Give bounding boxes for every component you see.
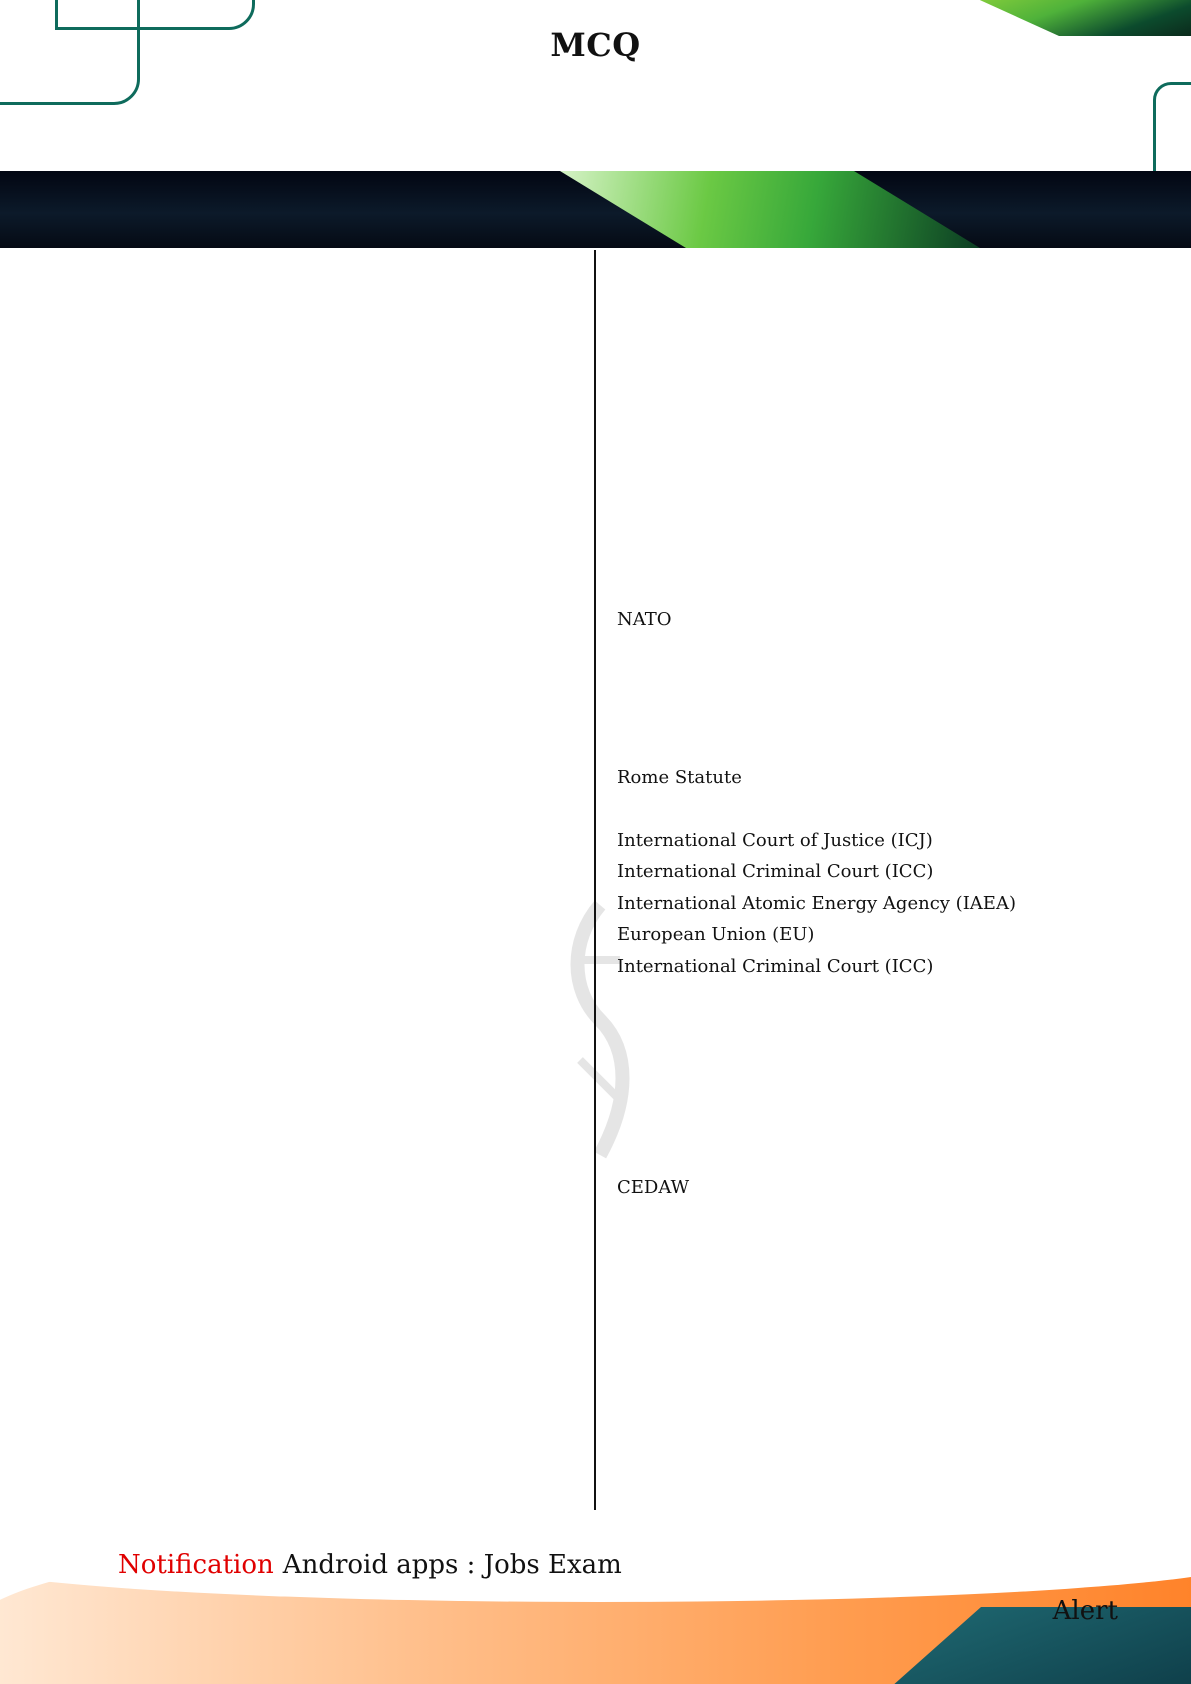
option-text (70, 319, 325, 351)
option-text (325, 1172, 580, 1204)
text-line (70, 382, 580, 414)
option-text (70, 477, 215, 509)
option-row (70, 1077, 580, 1109)
option-text (325, 825, 580, 857)
text-line (70, 509, 580, 541)
option-row (70, 698, 580, 730)
option-text (70, 1362, 325, 1394)
option-text (325, 1330, 580, 1362)
text-line (617, 1330, 1117, 1362)
text-line (617, 1267, 1117, 1299)
option-text (867, 540, 1117, 572)
option-row (70, 1330, 580, 1362)
option-text (70, 825, 325, 857)
text-line (617, 1299, 1117, 1331)
question-text (70, 256, 580, 319)
text-line (617, 1046, 1117, 1078)
footer-promo-text (118, 1542, 1118, 1634)
option-row (70, 477, 580, 509)
text-line (617, 319, 1117, 351)
left-column (70, 256, 580, 1520)
option-text (617, 540, 867, 572)
option-row (617, 256, 1117, 288)
text-line (70, 1235, 580, 1267)
option-row (70, 1362, 580, 1394)
text-line (70, 856, 580, 888)
option-text (867, 382, 1117, 414)
option-row (70, 319, 580, 351)
text-line: European Union (EU) (617, 924, 815, 946)
text-line (70, 1141, 580, 1173)
text-line (70, 888, 580, 920)
option-text (70, 1330, 325, 1362)
option-row (70, 919, 580, 951)
question-text (617, 1393, 1117, 1456)
option-text (70, 1046, 325, 1078)
text-line (617, 1109, 1117, 1141)
option-row (70, 1172, 580, 1204)
option-text (867, 509, 1117, 541)
option-text (867, 351, 1117, 383)
text-line: International Court of Justice (ICJ) (617, 829, 933, 851)
text-line (70, 1393, 580, 1425)
option-row (70, 951, 580, 983)
footer-line-2 (118, 1588, 1118, 1634)
text-line (617, 1457, 1117, 1489)
option-text (70, 667, 325, 699)
question-text (70, 1267, 580, 1330)
text-line: International Criminal Court (ICC) (617, 861, 934, 883)
text-line (70, 983, 580, 1015)
text-line (70, 414, 580, 446)
option-row (617, 540, 1117, 572)
text-line (617, 572, 1117, 604)
text-line (617, 414, 1117, 446)
option-text (617, 351, 867, 383)
option-row (70, 1204, 580, 1236)
text-line (70, 1014, 580, 1046)
option-text (70, 698, 325, 730)
question-text (617, 446, 1117, 509)
option-text (325, 446, 580, 478)
option-text (325, 919, 580, 951)
text-line (70, 572, 580, 604)
text-line (617, 1014, 1117, 1046)
text-line (70, 1109, 580, 1141)
option-text (325, 319, 580, 351)
option-text (325, 698, 580, 730)
option-text (867, 256, 1117, 288)
question-text: NATO (617, 608, 672, 630)
option-text (325, 1204, 580, 1236)
option-row (70, 351, 580, 383)
option-text (70, 351, 325, 383)
option-row (70, 667, 580, 699)
column-divider (594, 250, 596, 1510)
option-text (70, 793, 325, 825)
option-text (867, 698, 1117, 730)
right-column (617, 256, 1117, 1520)
text-line: International Atomic Energy Agency (IAEA) (617, 892, 1016, 914)
option-text (215, 477, 360, 509)
exam-meta-row (0, 118, 1191, 158)
option-text (325, 1077, 580, 1109)
notification-word: Notification (118, 1550, 274, 1580)
option-text (325, 1046, 580, 1078)
text-line (70, 730, 580, 762)
text-line (70, 540, 580, 572)
option-text (617, 382, 867, 414)
publisher-banner (0, 171, 1191, 248)
option-text (70, 1204, 325, 1236)
option-text (617, 667, 867, 699)
title-latin: MCQ (550, 26, 641, 64)
question-content (0, 250, 1191, 1512)
text-line (617, 1362, 1117, 1394)
option-text (617, 698, 867, 730)
text-line (617, 1077, 1117, 1109)
footer-line2-latin: Alert (1052, 1596, 1118, 1626)
option-text (617, 509, 867, 541)
text-line (70, 635, 580, 667)
option-row (617, 698, 1117, 730)
option-text (70, 919, 325, 951)
option-text (325, 667, 580, 699)
option-text (325, 1362, 580, 1394)
option-text (70, 446, 325, 478)
option-row (70, 446, 580, 478)
question-text: Rome Statute (617, 766, 742, 788)
text-line (70, 762, 580, 794)
question-text (70, 1425, 580, 1488)
option-text (325, 351, 580, 383)
option-text (325, 951, 580, 983)
text-line (617, 288, 1117, 320)
option-text (70, 1077, 325, 1109)
option-row (617, 351, 1117, 383)
page-title (0, 26, 1191, 64)
footer-line-1 (118, 1542, 1118, 1588)
text-line: International Criminal Court (ICC) (617, 956, 934, 978)
option-row (70, 793, 580, 825)
option-text (867, 667, 1117, 699)
option-text (360, 477, 580, 509)
option-text (325, 793, 580, 825)
option-row (70, 1046, 580, 1078)
option-row (70, 825, 580, 857)
option-text (70, 951, 325, 983)
text-line (617, 1235, 1117, 1267)
option-text (70, 1172, 325, 1204)
option-text (617, 256, 867, 288)
option-row (617, 509, 1117, 541)
text-line (617, 730, 1117, 762)
footer-line1-latin: Android apps : Jobs Exam (282, 1550, 622, 1580)
text-line (617, 1141, 1117, 1173)
question-text: CEDAW (617, 1177, 690, 1199)
footer (0, 1512, 1191, 1684)
option-row (617, 667, 1117, 699)
option-row (617, 382, 1117, 414)
text-line (70, 604, 580, 636)
text-line (617, 983, 1117, 1015)
